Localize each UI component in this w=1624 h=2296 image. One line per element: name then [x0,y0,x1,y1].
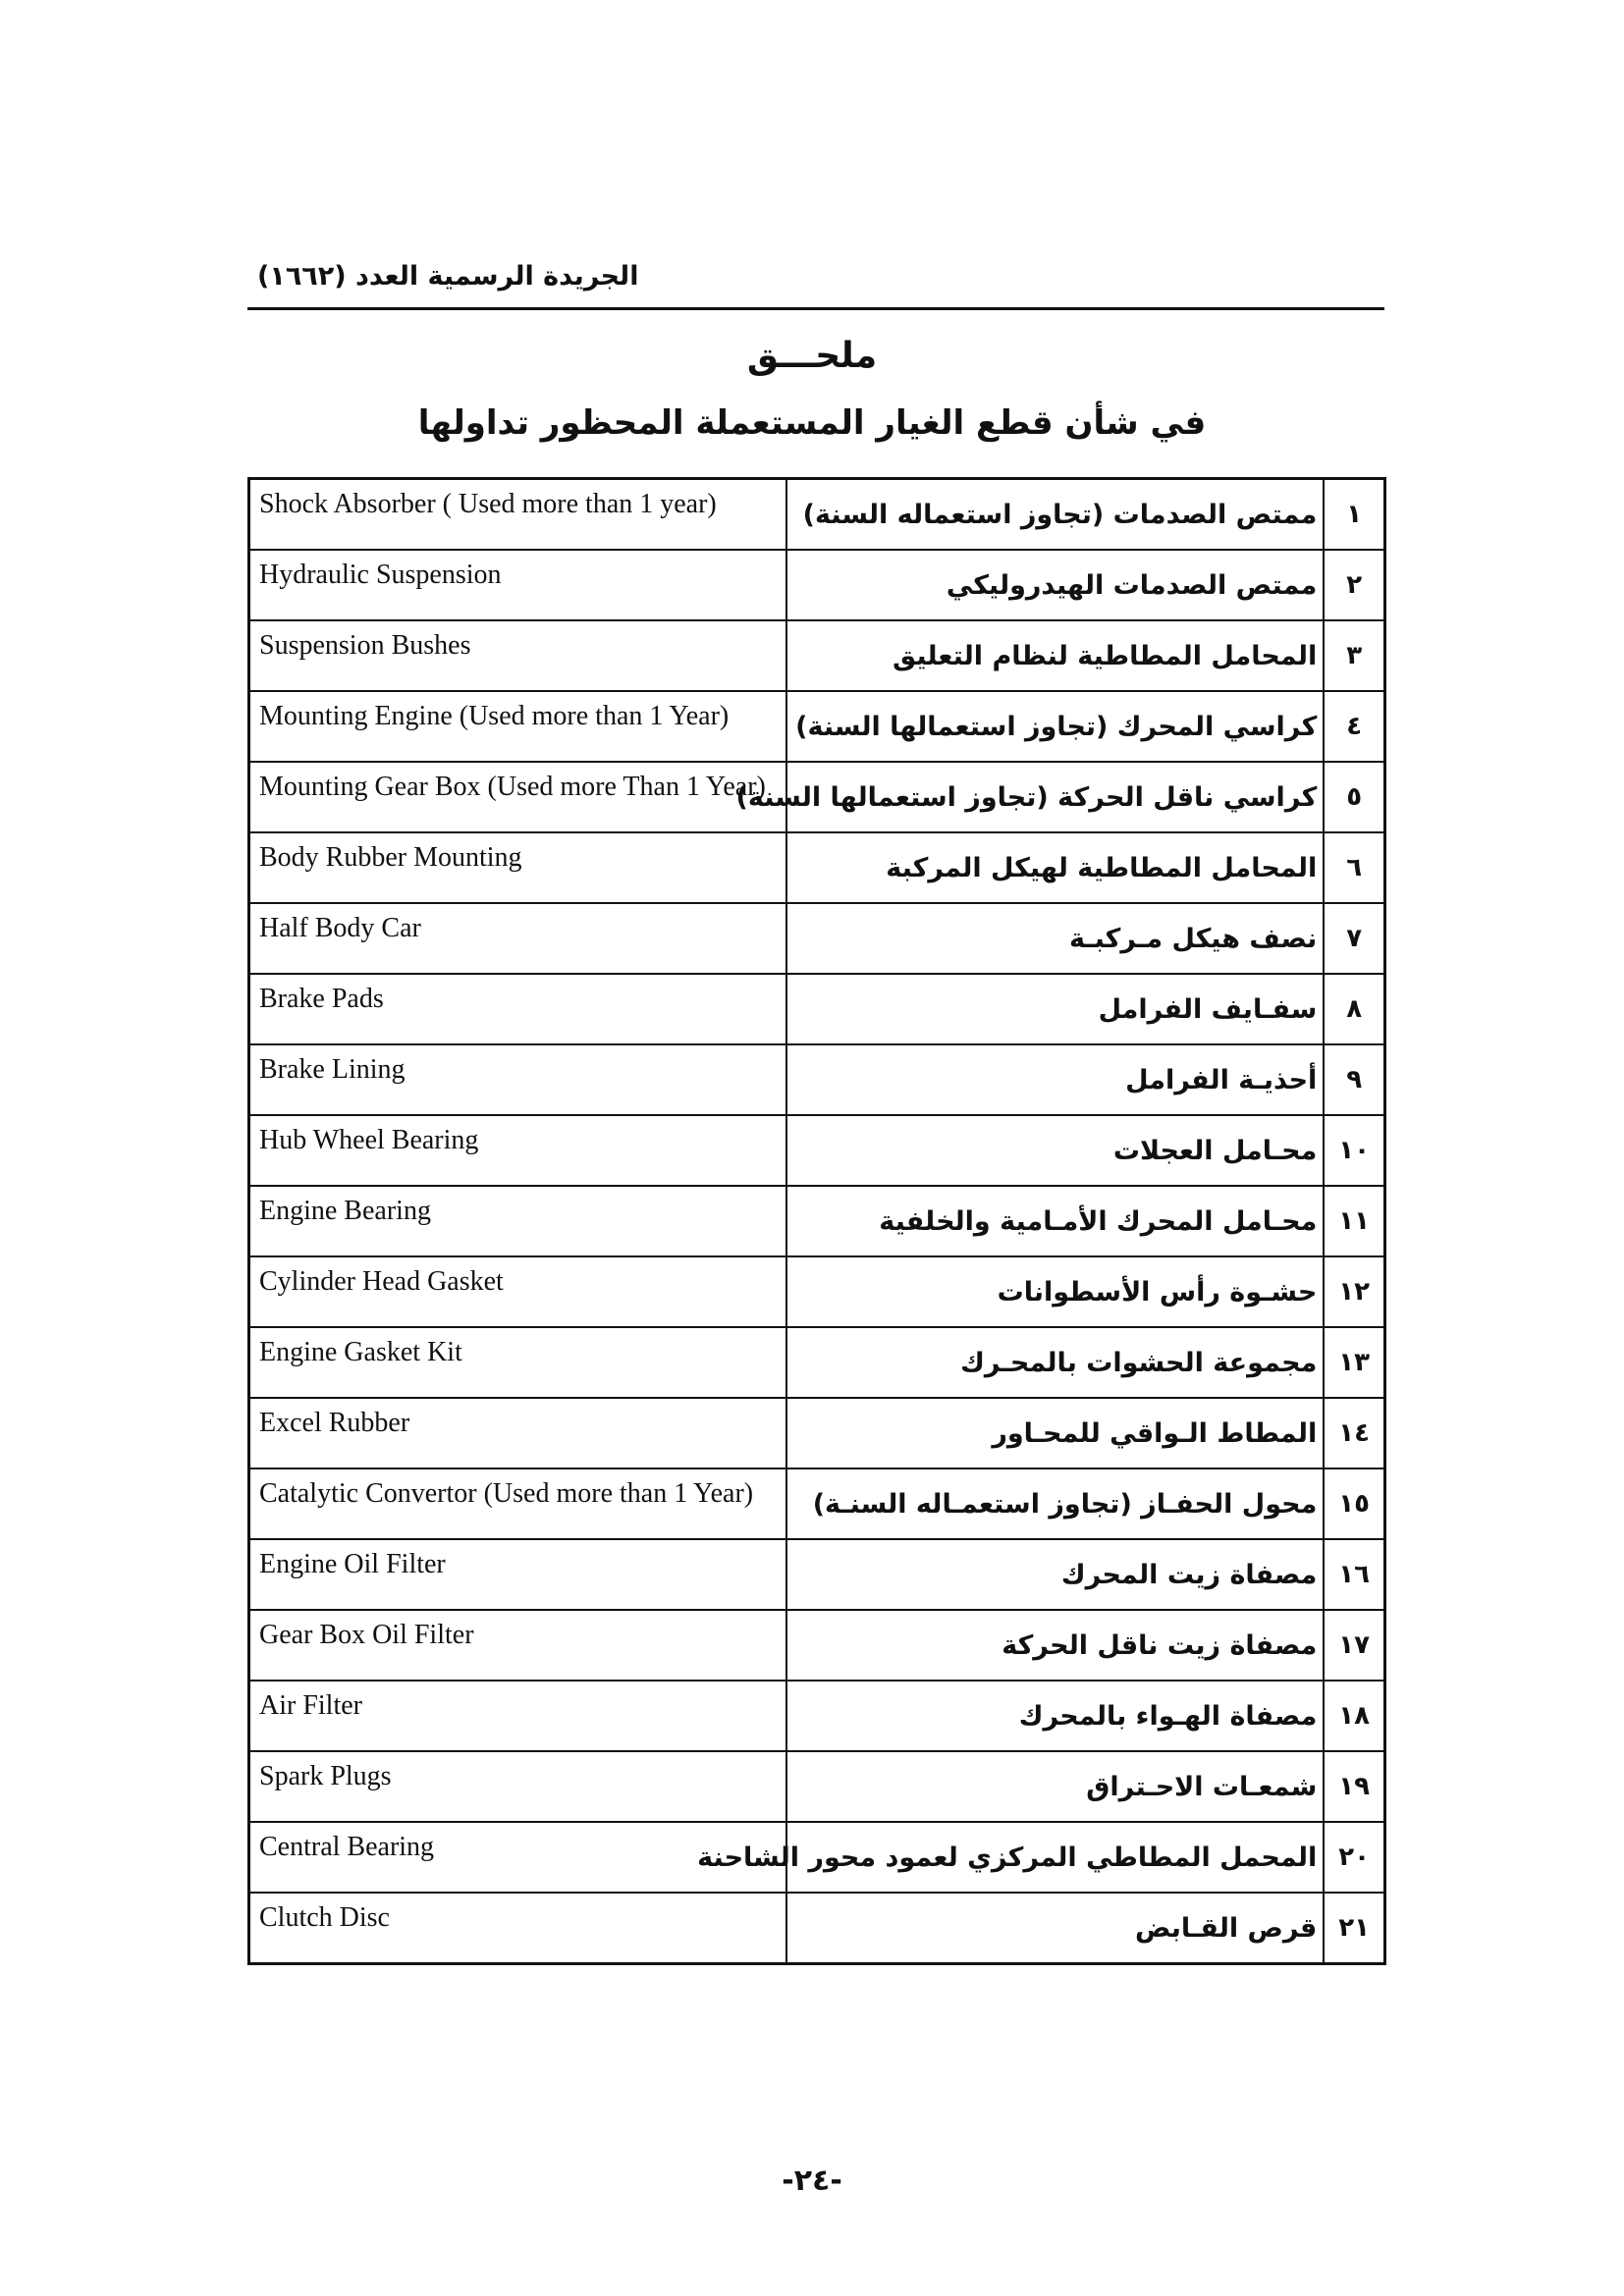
row-number: ١٨ [1324,1681,1384,1751]
row-number: ٧ [1324,903,1384,974]
english-part-name-cell [249,1186,786,1256]
table-row [249,1681,1385,1751]
row-number: ١٩ [1324,1751,1384,1822]
english-part-name-cell [249,1539,786,1610]
row-number: ٢٠ [1324,1822,1384,1893]
english-part-name-cell [249,1398,786,1468]
english-part-name: Gear Box Oil Filter [259,1620,474,1650]
arabic-part-name: قرص القـابض [786,1893,1324,1964]
arabic-part-name: المحامل المطاطية لهيكل المركبة [786,832,1324,903]
english-part-name-cell [249,832,786,903]
parts-table-body [249,479,1385,1964]
english-part-name: Air Filter [259,1690,362,1721]
english-part-name: Spark Plugs [259,1761,392,1791]
row-number: ٥ [1324,762,1384,832]
english-part-name-cell [249,1327,786,1398]
row-number: ٢ [1324,550,1384,620]
row-number: ١٤ [1324,1398,1384,1468]
header-divider [247,307,1384,310]
arabic-part-name: كراسي ناقل الحركة (تجاوز استعمالها السنة) [786,762,1324,832]
table-row [249,479,1385,551]
arabic-part-name: مصفاة الهـواء بالمحرك [786,1681,1324,1751]
row-number: ٩ [1324,1044,1384,1115]
table-row [249,1256,1385,1327]
table-row [249,1893,1385,1964]
arabic-part-name: المطاط الـواقي للمحـاور [786,1398,1324,1468]
table-row [249,974,1385,1044]
english-part-name: Hub Wheel Bearing [259,1125,479,1155]
row-number: ١٦ [1324,1539,1384,1610]
english-part-name-cell [249,1468,786,1539]
table-row [249,1327,1385,1398]
english-part-name: Mounting Gear Box (Used more Than 1 Year) [259,772,766,802]
table-row [249,1751,1385,1822]
arabic-part-name: حشـوة رأس الأسطوانات [786,1256,1324,1327]
english-part-name-cell [249,620,786,691]
english-part-name: Brake Lining [259,1054,406,1085]
arabic-part-name: كراسي المحرك (تجاوز استعمالها السنة) [786,691,1324,762]
english-part-name-cell [249,550,786,620]
table-row [249,1186,1385,1256]
row-number: ١٣ [1324,1327,1384,1398]
english-part-name-cell [249,1681,786,1751]
arabic-part-name: ممتص الصدمات الهيدروليكي [786,550,1324,620]
english-part-name-cell [249,1893,786,1964]
row-number: ١١ [1324,1186,1384,1256]
prohibited-parts-table [247,477,1386,1965]
arabic-part-name: شمعـات الاحـتراق [786,1751,1324,1822]
row-number: ١٥ [1324,1468,1384,1539]
table-row [249,832,1385,903]
english-part-name: Mounting Engine (Used more than 1 Year) [259,701,730,731]
table-row [249,620,1385,691]
row-number: ٨ [1324,974,1384,1044]
english-part-name: Clutch Disc [259,1902,390,1933]
english-part-name-cell [249,1751,786,1822]
table-row [249,903,1385,974]
arabic-part-name: محـامل المحرك الأمـامية والخلفية [786,1186,1324,1256]
row-number: ٢١ [1324,1893,1384,1964]
arabic-part-name: المحامل المطاطية لنظام التعليق [786,620,1324,691]
english-part-name-cell [249,691,786,762]
annex-subtitle: في شأن قطع الغيار المستعملة المحظور تداولها [417,403,1207,443]
english-part-name-cell [249,479,786,551]
english-part-name: Shock Absorber ( Used more than 1 year) [259,489,717,519]
annex-title: ملحـــق [746,336,878,376]
english-part-name-cell [249,762,786,832]
arabic-part-name: مجموعة الحشوات بالمحـرك [786,1327,1324,1398]
table-row [249,1539,1385,1610]
english-part-name: Suspension Bushes [259,630,471,661]
english-part-name-cell [249,1610,786,1681]
arabic-part-name: مصفاة زيت المحرك [786,1539,1324,1610]
table-row [249,691,1385,762]
english-part-name-cell [249,1256,786,1327]
row-number: ١ [1324,479,1384,551]
row-number: ١٠ [1324,1115,1384,1186]
table-row [249,762,1385,832]
english-part-name: Catalytic Convertor (Used more than 1 Year) [259,1478,754,1509]
english-part-name-cell [249,1115,786,1186]
english-part-name: Engine Bearing [259,1196,431,1226]
arabic-part-name: محول الحفـاز (تجاوز استعمـاله السنـة) [786,1468,1324,1539]
arabic-part-name: مصفاة زيت ناقل الحركة [786,1610,1324,1681]
english-part-name-cell [249,1044,786,1115]
table-row [249,1822,1385,1893]
english-part-name: Engine Gasket Kit [259,1337,462,1367]
table-row [249,1044,1385,1115]
arabic-part-name: أحذيـة الفرامل [786,1044,1324,1115]
english-part-name: Engine Oil Filter [259,1549,446,1579]
row-number: ٦ [1324,832,1384,903]
row-number: ٣ [1324,620,1384,691]
table-row [249,1115,1385,1186]
english-part-name: Brake Pads [259,984,384,1014]
table-row [249,550,1385,620]
row-number: ١٢ [1324,1256,1384,1327]
table-row [249,1610,1385,1681]
gazette-header: الجريدة الرسمية العدد (١٦٦٢) [257,261,639,292]
arabic-part-name: محـامل العجلات [786,1115,1324,1186]
english-part-name: Hydraulic Suspension [259,560,502,590]
row-number: ٤ [1324,691,1384,762]
english-part-name: Half Body Car [259,913,421,943]
english-part-name-cell [249,903,786,974]
arabic-part-name: ممتص الصدمات (تجاوز استعماله السنة) [786,479,1324,551]
english-part-name: Central Bearing [259,1832,435,1862]
arabic-part-name: سفـايف الفرامل [786,974,1324,1044]
row-number: ١٧ [1324,1610,1384,1681]
arabic-part-name: نصف هيكل مـركبـة [786,903,1324,974]
english-part-name: Cylinder Head Gasket [259,1266,504,1297]
english-part-name: Excel Rubber [259,1408,410,1438]
english-part-name-cell [249,974,786,1044]
english-part-name: Body Rubber Mounting [259,842,522,873]
table-row [249,1468,1385,1539]
page-number: -٢٤- [782,2163,842,2198]
table-row [249,1398,1385,1468]
arabic-part-name: المحمل المطاطي المركزي لعمود محور الشاحنة [786,1822,1324,1893]
